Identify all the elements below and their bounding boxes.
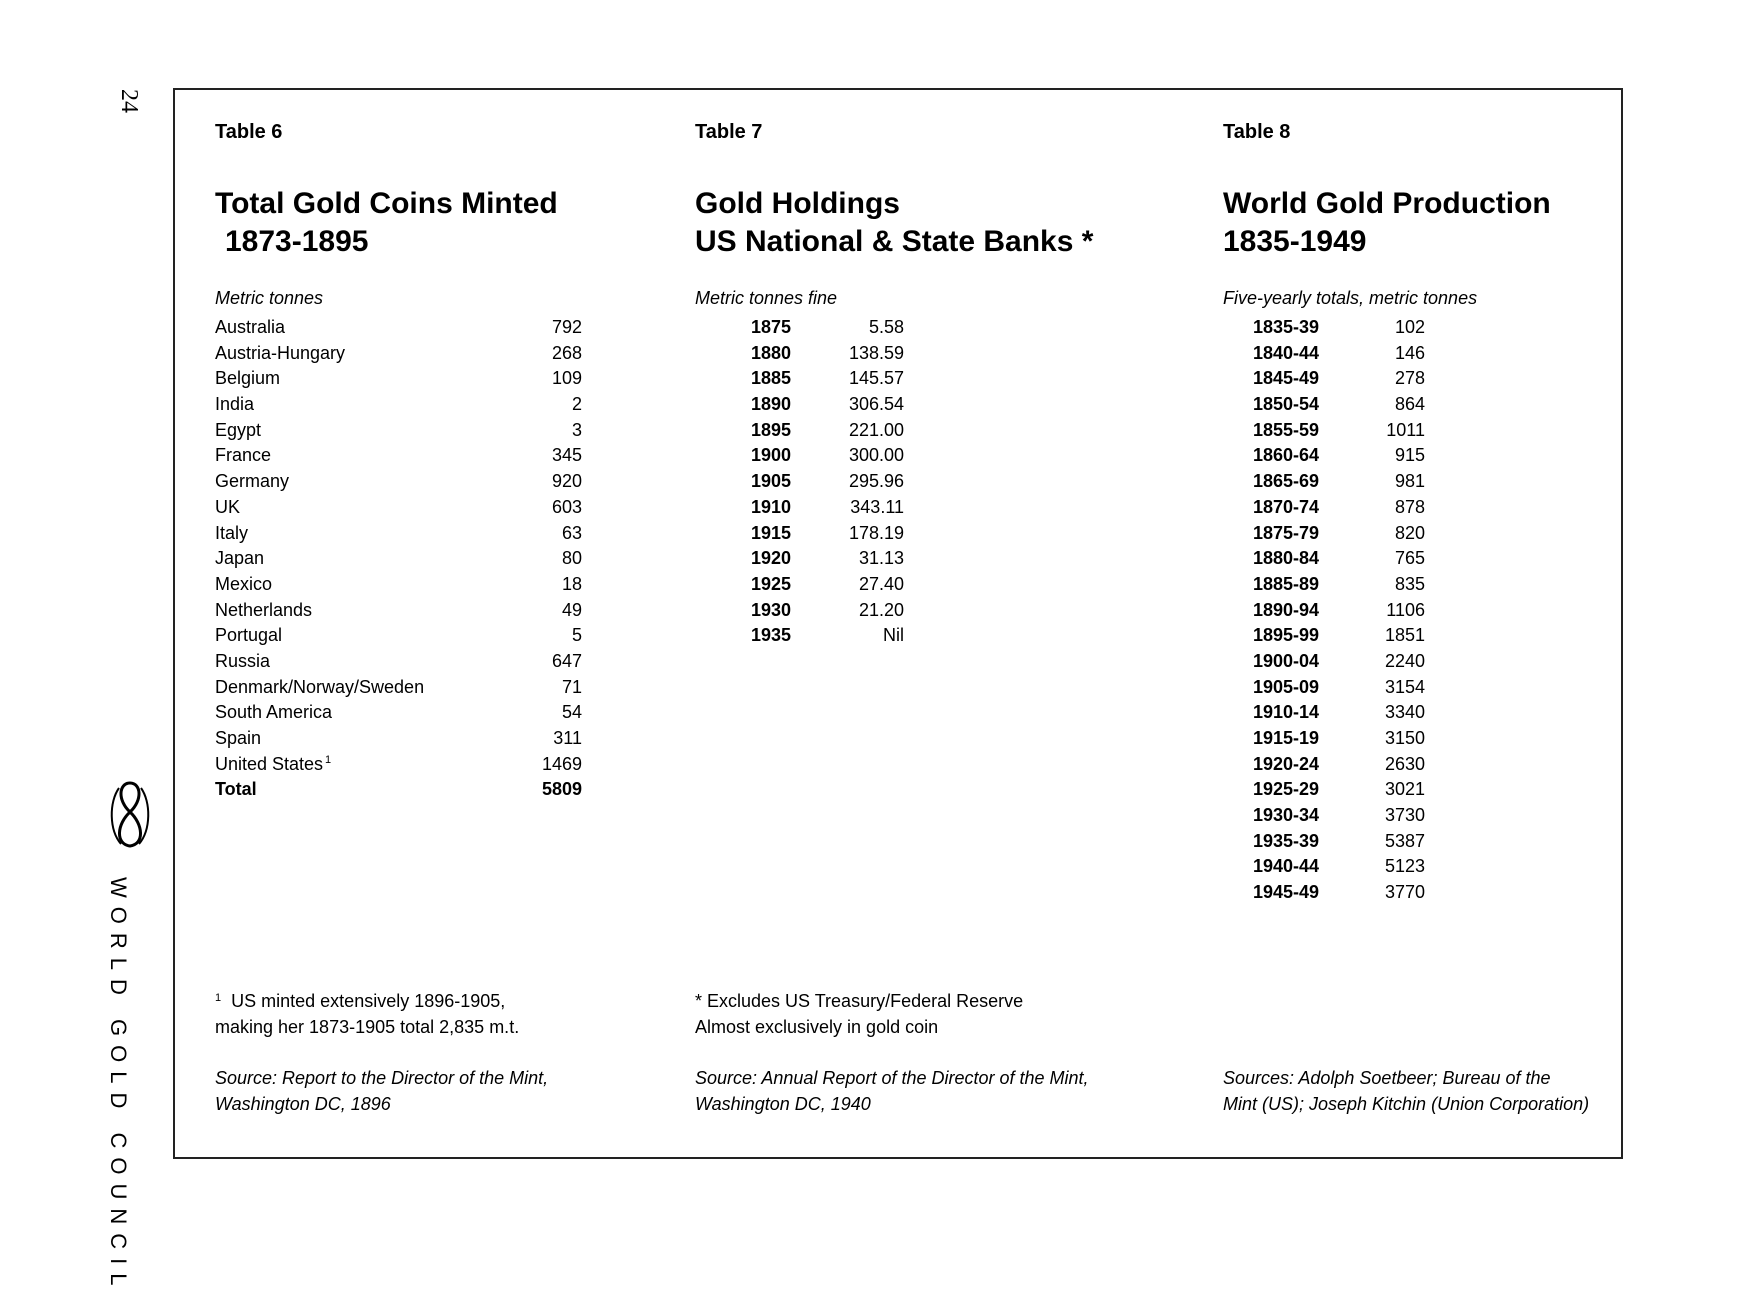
source [695, 1065, 1089, 1117]
year: 1885 [751, 368, 792, 389]
footnote [695, 988, 1023, 1040]
year: 1910 [751, 496, 792, 517]
year: 1930 [751, 599, 792, 620]
table-title [215, 185, 558, 261]
unit-label: Five-yearly totals, metric tonnes [1223, 288, 1478, 308]
coins-value: 18 [561, 573, 582, 594]
country-name: France [215, 445, 272, 466]
year: 1905 [751, 471, 792, 492]
coins-value: 647 [551, 650, 582, 671]
production-value: 2630 [1384, 753, 1425, 774]
year: 1880 [751, 342, 792, 363]
period: 1835-39 [1253, 317, 1320, 337]
table-row [215, 598, 582, 624]
period: 1895-99 [1253, 625, 1320, 646]
production-value: 3770 [1384, 882, 1425, 903]
production-value: 864 [1394, 394, 1425, 415]
coins-value: 345 [551, 445, 582, 466]
production-value: 3021 [1384, 779, 1425, 800]
table-row [215, 752, 582, 778]
table-row [215, 726, 582, 752]
year: 1935 [751, 625, 792, 646]
holdings-value: Nil [883, 625, 904, 646]
coins-value: 1469 [541, 753, 582, 774]
period: 1880-84 [1253, 548, 1320, 569]
production-value: 146 [1394, 342, 1425, 363]
period: 1925-29 [1253, 779, 1320, 800]
gold-council-logo-icon [107, 780, 153, 850]
footnote-line-2: making her 1873-1905 total 2,835 m.t. [215, 1017, 520, 1037]
brand-name: WORLD GOLD COUNCIL [106, 877, 131, 1294]
country-name: Australia [215, 317, 286, 337]
source-line-1: Sources: Adolph Soetbeer; Bureau of the [1223, 1068, 1551, 1088]
holdings-value: 178.19 [848, 522, 904, 543]
table-row [215, 521, 582, 547]
country-name: Mexico [215, 573, 273, 594]
title-line-2: 1873-1895 [225, 225, 369, 258]
period: 1905-09 [1253, 676, 1320, 697]
country-name: United States [215, 753, 324, 774]
holdings-value: 295.96 [848, 471, 904, 492]
production-value: 3730 [1384, 805, 1425, 826]
production-value: 3154 [1384, 676, 1425, 697]
table-row [215, 366, 582, 392]
source-line-2: Washington DC, 1940 [695, 1094, 871, 1114]
country-name: Russia [215, 650, 271, 671]
source-line-1: Source: Annual Report of the Director of the Mint, [695, 1068, 1089, 1088]
country-name: India [215, 394, 255, 415]
holdings-value: 138.59 [848, 342, 904, 363]
table-row [215, 649, 582, 675]
production-value: 1011 [1386, 419, 1425, 440]
production-value: 981 [1394, 471, 1425, 492]
table-row [215, 469, 582, 495]
footnote-ref: 1 [325, 753, 332, 766]
production-value: 1106 [1386, 599, 1425, 620]
holdings-value: 306.54 [848, 394, 904, 415]
coins-value: 80 [561, 548, 582, 569]
table-row [215, 341, 582, 367]
unit-label: Metric tonnes fine [695, 288, 838, 308]
production-value: 878 [1394, 496, 1425, 517]
production-value: 765 [1394, 548, 1425, 569]
holdings-value: 145.57 [848, 368, 904, 389]
country-name: Spain [215, 728, 262, 748]
period: 1930-34 [1253, 805, 1320, 826]
footnote-line-1: US minted extensively 1896-1905, [231, 991, 506, 1011]
total-value: 5809 [541, 779, 582, 800]
footnote-line-1: * Excludes US Treasury/Federal Reserve [695, 991, 1024, 1011]
production-value: 835 [1394, 573, 1425, 594]
year: 1900 [751, 445, 792, 466]
country-name: South America [215, 702, 333, 723]
coins-value: 311 [553, 728, 582, 748]
table-row [215, 392, 582, 418]
period: 1855-59 [1253, 419, 1320, 440]
table-row [215, 623, 582, 649]
brand-sidebar [103, 780, 173, 1294]
coins-value: 603 [551, 496, 582, 517]
period: 1935-39 [1253, 830, 1320, 851]
table-row [215, 572, 582, 598]
year: 1925 [751, 573, 792, 594]
footnote-marker: 1 [215, 992, 222, 1004]
coins-value: 920 [551, 471, 582, 492]
title-line-2: 1835-1949 [1223, 225, 1367, 258]
period: 1875-79 [1253, 522, 1320, 543]
coins-value: 3 [571, 419, 582, 440]
period: 1845-49 [1253, 368, 1320, 389]
holdings-value: 31.13 [858, 548, 904, 569]
period: 1945-49 [1253, 882, 1320, 903]
coins-value: 2 [571, 394, 582, 415]
production-value: 5123 [1384, 856, 1425, 877]
period: 1900-04 [1253, 650, 1320, 671]
production-value: 2240 [1384, 650, 1425, 671]
production-value: 915 [1394, 445, 1425, 466]
production-value: 5387 [1384, 830, 1425, 851]
table-label: Table 8 [1223, 121, 1291, 143]
table-label: Table 6 [215, 121, 283, 143]
year: 1890 [751, 394, 792, 415]
period: 1915-19 [1253, 728, 1320, 748]
coins-value: 63 [561, 522, 582, 543]
table-title [1223, 185, 1551, 261]
year: 1915 [751, 522, 792, 543]
country-name: UK [215, 496, 241, 517]
country-name: Portugal [215, 625, 283, 646]
source-line-2: Mint (US); Joseph Kitchin (Union Corporation) [1223, 1094, 1590, 1114]
period: 1870-74 [1253, 496, 1320, 517]
period: 1840-44 [1253, 342, 1320, 363]
country-name: Denmark/Norway/Sweden [215, 676, 425, 697]
table-row [215, 495, 582, 521]
title-line-1: Total Gold Coins Minted [215, 187, 558, 220]
footnote-line-2: Almost exclusively in gold coin [695, 1017, 939, 1037]
table-row [215, 675, 582, 701]
period: 1940-44 [1253, 856, 1320, 877]
production-value: 820 [1394, 522, 1425, 543]
country-name: Italy [215, 522, 249, 543]
table-row [215, 443, 582, 469]
period: 1860-64 [1253, 445, 1320, 466]
title-line-1: World Gold Production [1223, 187, 1551, 220]
year: 1920 [751, 548, 792, 569]
period: 1850-54 [1253, 394, 1320, 415]
table-row [215, 418, 582, 444]
source-line-2: Washington DC, 1896 [215, 1094, 391, 1114]
period: 1920-24 [1253, 753, 1320, 774]
unit-label: Metric tonnes [215, 288, 324, 308]
table-body [215, 315, 582, 803]
production-value: 3340 [1384, 702, 1425, 723]
page-number: 24 [116, 89, 142, 113]
holdings-value: 27.40 [858, 573, 904, 594]
production-value: 3150 [1384, 728, 1425, 748]
total-label: Total [215, 779, 257, 800]
production-value: 278 [1394, 368, 1425, 389]
country-name: Germany [215, 471, 290, 492]
tables-frame [173, 88, 1623, 1159]
country-name: Belgium [215, 368, 281, 389]
coins-value: 268 [551, 342, 582, 363]
coins-value: 109 [551, 368, 582, 389]
period: 1910-14 [1253, 702, 1320, 723]
holdings-value: 21.20 [858, 599, 904, 620]
total-row [215, 777, 582, 803]
coins-value: 54 [561, 702, 582, 723]
period: 1885-89 [1253, 573, 1320, 594]
coins-value: 792 [551, 317, 582, 337]
country-name: Austria-Hungary [215, 342, 346, 363]
footnote [215, 988, 519, 1040]
country-name: Japan [215, 548, 265, 569]
table-title [695, 185, 1093, 261]
holdings-value: 343.11 [850, 496, 904, 517]
holdings-value: 221.00 [848, 419, 904, 440]
production-value: 1851 [1384, 625, 1425, 646]
holdings-value: 300.00 [848, 445, 904, 466]
coins-value: 71 [561, 676, 582, 697]
title-line-1: Gold Holdings [695, 187, 900, 220]
source [1223, 1065, 1589, 1117]
period: 1890-94 [1253, 599, 1320, 620]
holdings-value: 5.58 [868, 317, 904, 337]
source-line-1: Source: Report to the Director of the Mint, [215, 1068, 549, 1088]
year: 1895 [751, 419, 792, 440]
country-name: Egypt [215, 419, 262, 440]
source [215, 1065, 548, 1117]
year: 1875 [751, 317, 792, 337]
period: 1865-69 [1253, 471, 1320, 492]
coins-value: 5 [571, 625, 582, 646]
production-value: 102 [1394, 317, 1425, 337]
table-row [215, 546, 582, 572]
title-line-2: US National & State Banks * [695, 225, 1094, 258]
coins-value: 49 [561, 599, 582, 620]
table-label: Table 7 [695, 121, 763, 143]
country-name: Netherlands [215, 599, 313, 620]
table-row [215, 700, 582, 726]
table-row [215, 315, 582, 341]
